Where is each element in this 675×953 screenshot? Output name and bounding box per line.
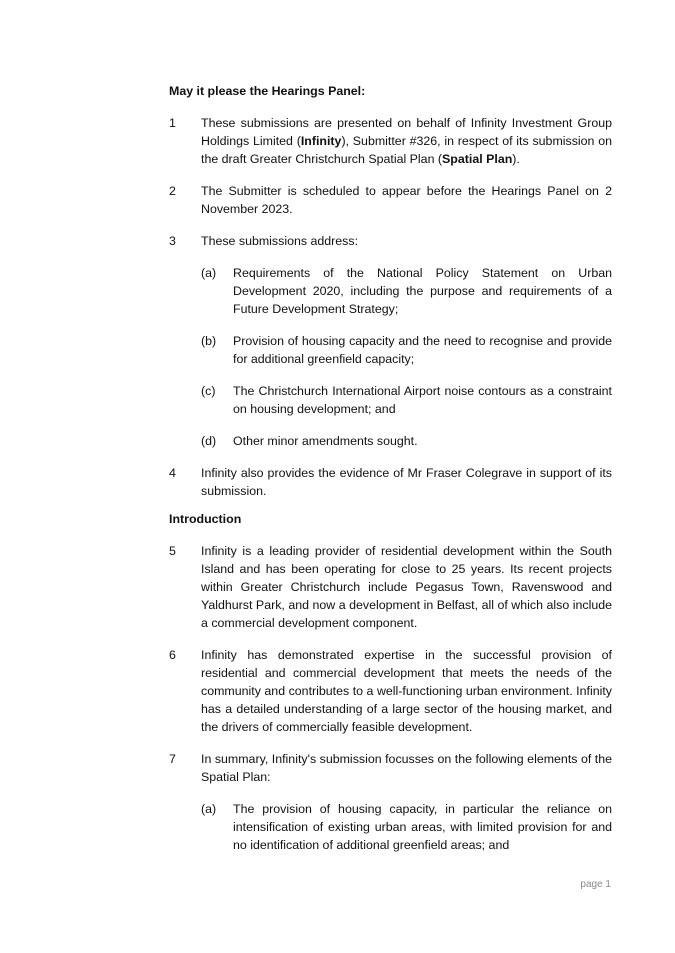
paragraph-text: The Submitter is scheduled to appear before the Hearings Panel on 2 November 2023.: [201, 184, 612, 216]
list-item: [201, 800, 612, 854]
paragraph-number: 1: [169, 116, 176, 130]
paragraph-number: 4: [169, 466, 176, 480]
defined-term-spatial-plan: Spatial Plan: [442, 152, 513, 166]
paragraph-number: 3: [169, 234, 176, 248]
paragraph-number: 6: [169, 648, 176, 662]
list-item: [201, 264, 612, 318]
list-item-label: (d): [201, 434, 217, 448]
paragraph-6: [169, 646, 612, 736]
paragraph-text: Infinity also provides the evidence of Mr Fraser Colegrave in support of its submission.: [201, 466, 612, 498]
list-item-text: The provision of housing capacity, in particular the reliance on intensification of existing urban areas, with limited provision for and no identification of additional greenfield areas; and: [233, 802, 612, 852]
list-item-text: Requirements of the National Policy Statement on Urban Development 2020, including the purpose and requirements of a Future Development Strategy;: [233, 266, 612, 316]
paragraph-text: These submissions are presented on behalf of Infinity Investment Group Holdings Limited (Infinity), Submitter #326, in respect of its submission on the draft Greater Christchurch Spatial Plan (Spatial Plan).: [201, 116, 613, 166]
paragraph-text: Infinity is a leading provider of residential development within the South Island and has been operating for close to 25 years. Its recent projects within Greater Christchurch include Pegasus Town, Ravenswood and Yaldhurst Park, and now a development in Belfast, all of which also include a commercial development component.: [201, 544, 612, 630]
paragraph-2: [169, 182, 612, 218]
list-item-label: (a): [201, 802, 217, 816]
list-item-label: (b): [201, 334, 217, 348]
paragraph-text: These submissions address:: [201, 234, 359, 248]
paragraph-text: Infinity has demonstrated expertise in the successful provision of residential and commercial development that meets the needs of the community and contributes to a well-functioning urban environment. Infinity has a detailed understanding of a large sector of the housing market, and the drivers of commercially feasible development.: [201, 648, 612, 734]
paragraph-7: [169, 750, 612, 786]
list-item: [201, 432, 612, 450]
paragraph-number: 5: [169, 544, 176, 558]
paragraph-3: [169, 232, 612, 250]
paragraph-number: 7: [169, 752, 176, 766]
paragraph-5: [169, 542, 612, 632]
list-item-label: (c): [201, 384, 216, 398]
list-item-text: Provision of housing capacity and the need to recognise and provide for additional greenfield capacity;: [233, 334, 612, 366]
list-item: [201, 382, 612, 418]
paragraph-text: In summary, Infinity's submission focusses on the following elements of the Spatial Plan:: [201, 752, 612, 784]
section-heading-introduction: Introduction: [169, 512, 242, 526]
page-number: page 1: [580, 879, 611, 890]
list-item: [201, 332, 612, 368]
paragraph-4: [169, 464, 612, 500]
list-item-label: (a): [201, 266, 217, 280]
paragraph-1: [169, 114, 612, 168]
paragraph-number: 2: [169, 184, 176, 198]
list-item-text: Other minor amendments sought.: [233, 434, 418, 448]
salutation-heading: May it please the Hearings Panel:: [169, 84, 366, 98]
list-item-text: The Christchurch International Airport noise contours as a constraint on housing development; and: [233, 384, 612, 416]
defined-term-infinity: Infinity: [300, 134, 342, 148]
